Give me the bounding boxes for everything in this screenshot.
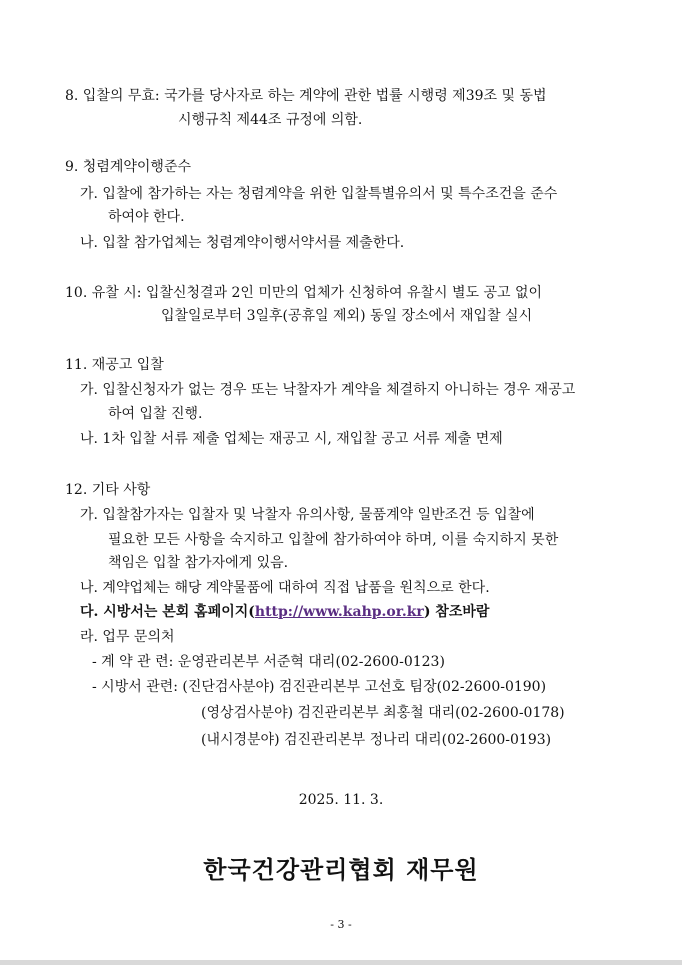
contact-spec-endoscopy: (내시경분야) 검진관리본부 정나리 대리(02-2600-0193) <box>201 732 552 748</box>
section-11-item-a-line-1: 가. 입찰신청자가 없는 경우 또는 낙찰자가 계약을 체결하지 아니하는 경우 재공고 <box>80 382 576 398</box>
section-11-item-a-line-2: 하여 입찰 진행. <box>108 406 203 422</box>
section-12-item-c <box>80 602 489 622</box>
section-10-line-1 <box>65 283 542 303</box>
section-8-text: 국가를 당사자로 하는 계약에 관한 법률 시행령 제39조 및 동법 <box>164 88 547 104</box>
section-9-item-a-line-1: 가. 입찰에 참가하는 자는 청렴계약을 위한 입찰특별유의서 및 특수조건을 준수 <box>80 186 558 202</box>
section-8-line-2: 시행규칙 제44조 규정에 의함. <box>178 112 363 128</box>
section-12-item-b: 나. 계약업체는 해당 계약물품에 대하여 직접 납품을 원칙으로 한다. <box>80 580 490 596</box>
contact-contract: - 계 약 관 련: 운영관리본부 서준혁 대리(02-2600-0123) <box>92 654 445 670</box>
section-10-line-2: 입찰일로부터 3일후(공휴일 제외) 동일 장소에서 재입찰 실시 <box>161 308 533 324</box>
contact-spec-imaging: (영상검사분야) 검진관리본부 최홍철 대리(02-2600-0178) <box>201 705 565 721</box>
section-11-item-b: 나. 1차 입찰 서류 제출 업체는 재공고 시, 재입찰 공고 서류 제출 면제 <box>80 431 503 447</box>
section-10-text: 입찰신청결과 2인 미만의 업체가 신청하여 유찰시 별도 공고 없이 <box>145 285 543 301</box>
page-number: - 3 - <box>330 918 352 931</box>
section-9-item-a-line-2: 하여야 한다. <box>108 209 185 225</box>
section-8-line-1 <box>65 86 547 106</box>
section-9-heading: 9. 청렴계약이행준수 <box>65 159 191 175</box>
section-12-item-a-line-1: 가. 입찰참가자는 입찰자 및 낙찰자 유의사항, 물품계약 일반조건 등 입찰에 <box>80 507 535 523</box>
spec-notice-prefix: 다. 시방서는 본회 홈페이지( <box>80 604 255 620</box>
section-9-item-b: 나. 입찰 참가업체는 청렴계약이행서약서를 제출한다. <box>80 235 405 251</box>
section-11-heading: 11. 재공고 입찰 <box>65 357 164 373</box>
page-bottom-divider <box>0 960 682 965</box>
document-date: 2025. 11. 3. <box>298 792 384 808</box>
organization-name: 한국건강관리협회 재무원 <box>203 855 479 884</box>
contact-spec-diagnostic: - 시방서 관련: (진단검사분야) 검진관리본부 고선호 팀장(02-2600-0190) <box>92 679 547 695</box>
homepage-link[interactable]: http://www.kahp.or.kr <box>254 604 424 620</box>
section-12-item-d: 라. 업무 문의처 <box>80 629 175 645</box>
section-12-item-a-line-2: 필요한 모든 사항을 숙지하고 입찰에 참가하여야 하며, 이를 숙지하지 못한 <box>108 532 559 548</box>
section-12-item-a-line-3: 책임은 입찰 참가자에게 있음. <box>108 555 289 571</box>
section-8-heading: 8. 입찰의 무효: <box>65 88 160 104</box>
section-12-heading: 12. 기타 사항 <box>65 482 151 498</box>
spec-notice-suffix: ) 참조바람 <box>423 604 490 620</box>
section-10-heading: 10. 유찰 시: <box>65 285 142 301</box>
